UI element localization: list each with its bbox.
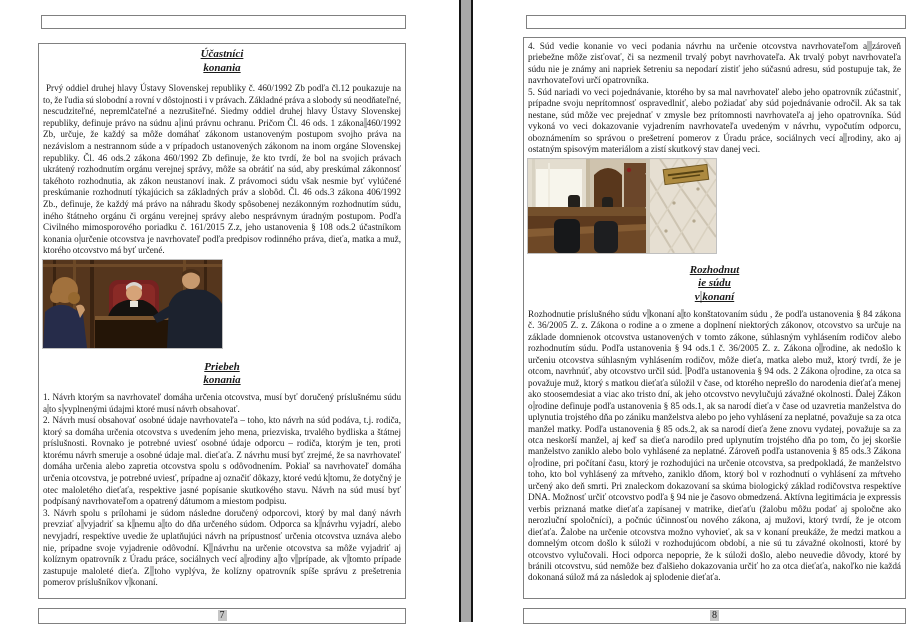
paragraph-decision-body: Rozhodnutie príslušného súdu v konaní a to konštatovaním súdu , že podľa ustanovenia § 84 zákona č. 36/2005 Z. z. Zákona o rodine a o zmene a doplnení niektorých zákonov, otcovstvo sa určuje na základe domnienok otcovstva ustanovených v tomto zákone, súhlasným vyhlásením rodičov alebo rozhodnutím súdu. Podľa ustanovenia § 94 ods.1 č. 36/2005 Z. z. Zákona o rodine, ak nedošlo k určeniu otcovstva súhlasným vyhlásením rodičov, môže dieťa, matka alebo muž, ktorý tvrdí, že je otcom, navrhnúť, aby otcovstvo určil súd. Podľa ustanovenia § 94 ods. 2 Zákona o rodine, za otca sa považuje muž, ktorý s matkou dieťaťa súložil v čase, od ktorého neprešlo do narodenia dieťaťa menej ako stoosemdesiat a viac ako tristo dní, ak jeho otcovstvo nevylučujú závažné okolnosti. Ďalej Zákon o rodine definuje podľa ustanovenia § 85 ods.1, ak sa narodí dieťa v čase od uzavretia manželstva do uplynutia trojstého dňa po zániku manželstva alebo po jeho vyhlásení za neplatné, považuje sa za otca manžel matky. Podľa ustanovenia § 85 ods.2, ak sa narodí dieťa žene znovu vydatej, považuje sa za otca neskorší manžel, aj keď sa dieťa narodilo pred uplynutím trojstého dňa po tom, čo jej skoršie manželstvo zaniklo alebo bolo vyhlásené za neplatné. Zároveň podľa ustanovenia § 85 ods.3 Zákona o rodine, pri počítaní času, ktorý je rozhodujúci na určenie otcovstva, sa predpokladá, že manželstvo toho, kto bol vyhlásený za mŕtveho, zaniklo dňom, ktorý bol v rozhodnutí o vyhlásení za mŕtveho určený ako deň smrti. Pri znaleckom dokazovaní sa skúma biologický základ rodičovstva respektíve DNA. Možnosť určiť otcovstvo podľa § 94 nie je časovo obmedzená. Aktívna legitimácia je expressis verbis priznaná matke dieťaťa zapísanej v matrike, dieťaťu (žalobu môžu podať aj spoločne ako nerozluční spoločníci), a počnúc účinnosťou nového zákona, aj mužovi, ktorý tvrdí, že je otcom dieťaťa. Žalobe na určenie otcovstva možno vyhovieť, ak sa v konaní preukáže, že medzi matkou a domnelým otcom došlo k súloži v rozhodujúcom období, a nie sú tu závažné okolnosti, ktoré by otcovstvo vylučovali. Hoci odporca nepoprie, že k súloži došlo, alebo neuvedie dôvody, ktoré by bránili otcovstvu, súd nemôže bez ďalšieho dokazovania určiť ho za otca dieťaťa, nakoľko nie každá dokonaná súlož má za následok aj splodenie dieťaťa. [528, 309, 902, 583]
heading-line: Účastníci [200, 48, 244, 60]
page-number-field: 7 [219, 610, 225, 621]
heading-line: Priebeh [204, 360, 240, 373]
heading-line: Rozhodnut [689, 263, 740, 276]
page-divider [459, 0, 473, 622]
heading-line: konania [203, 61, 241, 74]
paragraph-item-5: 5. Súd nariadi vo veci pojednávanie, ktorého by sa mal navrhovateľ alebo jeho opatrovník zúčastniť, prípadne svoju neprítomnosť ospravedlniť, alebo požiadať aby súd pojednávanie odročil. Ak sa tak nestane, súd môže vec prejednať v zmysle bez prítomnosti navrhovateľa aj jeho opatrovníka. Súd vykoná vo veci dokazovanie vyjadrením navrhovateľa uvedeným v návrhu, vypočutím odporcu, oboznámením so správou o prešetrení pomerov z Úradu práce, sociálnych vecí a rodiny, ako aj ostatným spisovým materiálom a zistí skutkový stav danej veci. [528, 86, 902, 155]
paragraph-intro: Prvý oddiel druhej hlavy Ústavy Slovenskej republiky č. 460/1992 Zb podľa čl.12 poukazuje na to, že ľudia sú slobodní a rovní v dôstojnosti i v právach. Základné práva a slobody sú neodňateľné, nescudziteľné, nepremlčateľné a nezrušiteľné. Siedmy oddiel druhej hlavy Ústavy Slovenskej republiky, definuje právo na súdnu a inú právnu ochranu. Pričom Čl. 46 ods. 1 zákona 460/1992 Zb, určuje, že každý sa môže domáhať zákonom ustanoveným postupom svojho práva na nezávislom a nestrannom súde a v prípadoch ustanovených zákonom na inom orgáne Slovenskej republiky. Čl. 46 ods.2 zákona 460/1992 Zb definuje, že kto tvrdí, že bol na svojich právach ukrátený rozhodnutím orgánu verejnej správy, môže sa obrátiť na súd, aby preskúmal zákonnosť takéhoto rozhodnutia, ak zákon neustanoví inak. Z právomoci súdu však nesmie byť vylúčené preskúmanie rozhodnutí týkajúcich sa základných práv a slobôd. Čl. 46 ods.3 zákona 406/1992 Zb., definuje, že každý má právo na náhradu škody spôsobenej nezákonným rozhodnutím súdu, iného štátneho orgánu či orgánu verejnej správy alebo nesprávnym úradným postupom. Podľa Civilného mimosporového poriadku č. 161/2015 Z.z, jeho ustanovenia § 108 ods.2 účastníkom konania o určenie otcovstva je navrhovateľ podľa predpisov rodinného práva, dieťa, matka a muž, ktorého otcovstvo má byť určené. [43, 83, 401, 256]
heading-line: v konaní [694, 290, 735, 303]
page-7-content-frame [38, 43, 406, 599]
heading-line: ie súdu [698, 277, 731, 290]
page-8-content-frame [523, 37, 906, 599]
page-number-field: 8 [712, 610, 717, 621]
courtroom-judge-photo [43, 260, 222, 348]
paragraph-item-4: 4. Súd vedie konanie vo veci podania návrhu na určenie otcovstva navrhovateľom a zároveň priebežne môže zisťovať, či sa nezmenil trvalý pobyt navrhovateľa. Ak trvalý pobyt navrhovateľa súdu nie je známy ani napriek šetreniu sa nepodarí zistiť jeho súčasnú adresu, súd postupuje tak, že navrhovateľovi určí opatrovníka. [528, 41, 902, 86]
heading-priebeh-konania [43, 361, 401, 388]
page-7 [38, 0, 406, 622]
paragraph-item-2: 2. Návrh musí obsahovať osobné údaje navrhovateľa – toho, kto návrh na súd podáva, t.j. rodiča, ktorý sa domáha určenia otcovstva s uvedením jeho mena, priezviska, trvalého bydliska a štátnej príslušnosti. Rovnako je potrebné uviesť osobné údaje odporcu – rodiča, ktorým je ten, proti ktorému návrh smeruje a osobné údaje mal. dieťaťa. Z návrhu musí byť zrejmé, že sa navrhovateľ domáha určenia alebo zapretia otcovstva spolu s odôvodnením. Pokiaľ sa navrhovateľ domáha určenia otcovstva, je potrebné uviesť, prípadne aj označiť dôkazy, ktoré vedú k tomu, že dotyčný je otec maloletého dieťaťa, respektive jasné popísanie skutkového stavu. Návrh na súd musí byť podpísaný navrhovateľom a opatrený dátumom a miestom podpisu. [43, 415, 401, 507]
page-8 [523, 0, 906, 622]
courtroom-interior-photo [528, 159, 716, 253]
heading-rozhodnutie-sudu [528, 264, 901, 305]
paragraph-item-3: 3. Návrh spolu s prílohami je súdom následne doručený odporcovi, ktorý by mal daný návrh prevziať a vyjadriť sa k nemu a to do dňa určeného súdom. Odporca sa k návrhu vyjadrí, alebo nevyjadrí, respektíve uvedie že uplatňujúci návrh na prípustnosť určenia otcovstva uznáva alebo nie, prípadne svoje vyjadrenie odôvodní. K návrhu na určenie otcovstva sa môže vyjadriť aj kolíznym opatrovník z Úradu práce, sociálnych vecí a rodiny a to v prípade, ak v tomto prípade zastupuje maloleté dieťa. Z toho vyplýva, že kolízny opatrovník spíše správu z prešetrenia pomerov príslušníkov v konaní. [43, 507, 401, 588]
heading-ucastnici-konania [43, 48, 401, 75]
page-8-header-box [526, 15, 906, 29]
heading-line: konania [203, 374, 241, 387]
paragraph-item-1: 1. Návrh ktorým sa navrhovateľ domáha určenia otcovstva, musí byť doručený príslušnému súdu a to s vyplnenými údajmi ktoré musí návrh obsahovať. [43, 391, 401, 414]
page-7-header-box [41, 15, 406, 29]
